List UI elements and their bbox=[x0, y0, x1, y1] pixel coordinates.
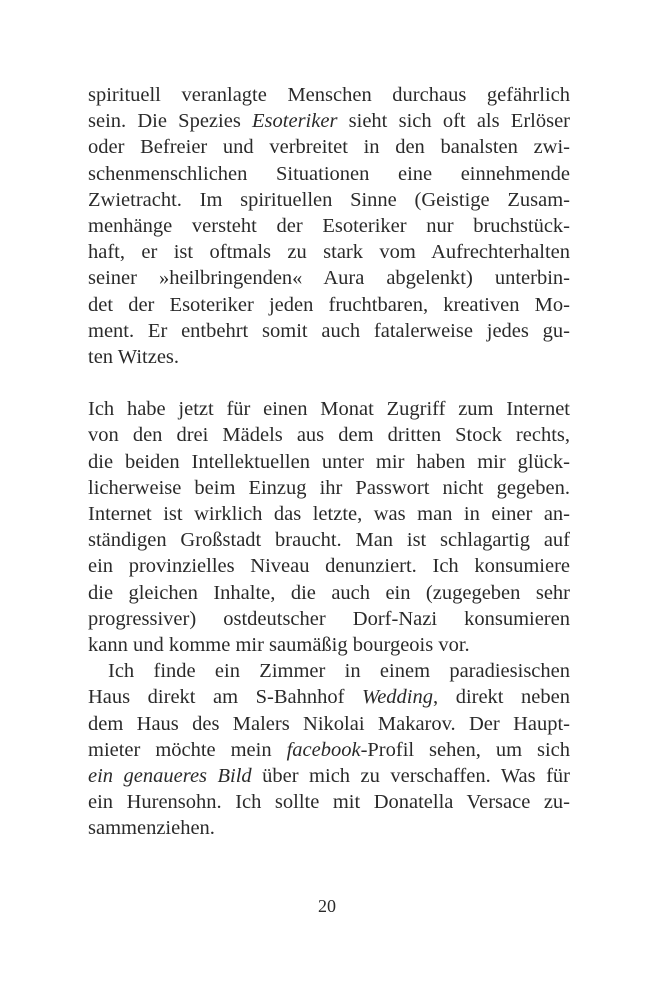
text-line bbox=[88, 239, 570, 265]
text-line bbox=[88, 344, 570, 370]
text-segment: ein Hurensohn. Ich sollte mit Donatella Versace zu- bbox=[88, 791, 570, 814]
text-segment: Internet ist wirklich das letzte, was man in einer an- bbox=[88, 503, 570, 525]
text-segment: det der Esoteriker jeden fruchtbaren, kreativen Mo- bbox=[88, 293, 570, 316]
body-text bbox=[88, 82, 570, 841]
text-line bbox=[88, 134, 570, 160]
text-line bbox=[88, 82, 570, 108]
text-segment: sieht sich oft als Erlöser bbox=[337, 110, 571, 133]
text-segment: von den drei Mädels aus dem dritten Stock rechts, bbox=[88, 424, 570, 447]
text-line bbox=[88, 475, 570, 501]
text-segment: sammenziehen. bbox=[88, 817, 215, 840]
text-segment: Ich habe jetzt für einen Monat Zugriff zum Internet bbox=[88, 398, 570, 421]
text-segment: Ich finde ein Zimmer in einem paradiesischen bbox=[108, 660, 570, 683]
paragraph-1 bbox=[88, 82, 570, 370]
text-segment: oder Befreier und verbreitet in den banalsten zwi- bbox=[88, 136, 570, 159]
text-line bbox=[88, 606, 570, 632]
text-segment: sein. Die Spezies bbox=[88, 110, 253, 133]
text-line bbox=[88, 318, 570, 344]
text-line bbox=[88, 684, 570, 710]
text-segment: licherweise beim Einzug ihr Passwort nicht gegeben. bbox=[88, 476, 570, 499]
italic-text: Wedding bbox=[362, 686, 434, 709]
text-line bbox=[88, 187, 570, 213]
text-line bbox=[88, 422, 570, 448]
page-number: 20 bbox=[318, 896, 336, 916]
text-line bbox=[88, 265, 570, 291]
text-segment: mieter möchte mein bbox=[88, 738, 287, 761]
text-line bbox=[88, 763, 570, 789]
text-line bbox=[88, 580, 570, 606]
text-segment: kann und komme mir saumäßig bourgeois vor. bbox=[88, 633, 470, 656]
text-line bbox=[88, 815, 570, 841]
text-line bbox=[88, 161, 570, 187]
text-segment: progressiver) ostdeutscher Dorf-Nazi konsumieren bbox=[88, 607, 570, 630]
text-segment: ment. Er entbehrt somit auch fatalerweise jedes gu- bbox=[88, 319, 570, 342]
text-line bbox=[88, 632, 570, 658]
text-segment: Haus direkt am S-Bahnhof bbox=[88, 686, 363, 709]
italic-text: facebook bbox=[286, 738, 361, 761]
text-segment: seiner »heilbringenden« Aura abgelenkt) unterbin- bbox=[88, 267, 570, 290]
text-line bbox=[88, 658, 570, 684]
text-line bbox=[88, 553, 570, 579]
text-segment: ständigen Großstadt braucht. Man ist schlagartig auf bbox=[88, 529, 570, 552]
text-line bbox=[88, 292, 570, 318]
text-segment: über mich zu verschaffen. Was für bbox=[251, 764, 570, 787]
text-line bbox=[88, 501, 570, 527]
text-line bbox=[88, 213, 570, 239]
text-line bbox=[88, 737, 570, 763]
text-segment: haft, er ist oftmals zu stark vom Aufrechterhalten bbox=[88, 241, 570, 264]
text-segment: ten Witzes. bbox=[88, 345, 180, 368]
text-segment: dem Haus des Malers Nikolai Makarov. Der Haupt- bbox=[88, 712, 570, 735]
text-segment: die beiden Intellektuellen unter mir haben mir glück- bbox=[88, 450, 570, 473]
text-segment: spirituell veranlagte Menschen durchaus gefährlich bbox=[88, 84, 570, 106]
text-segment: -Profil sehen, um sich bbox=[360, 738, 570, 761]
text-line bbox=[88, 527, 570, 553]
paragraph-gap bbox=[88, 370, 570, 396]
text-segment: die gleichen Inhalte, die auch ein (zugegeben sehr bbox=[88, 581, 570, 604]
text-line bbox=[88, 789, 570, 815]
text-segment: , direkt neben bbox=[433, 686, 570, 709]
paragraph-3 bbox=[88, 658, 570, 841]
paragraph-2 bbox=[88, 396, 570, 658]
italic-text: Esoteriker bbox=[252, 110, 338, 133]
text-segment: ein provinzielles Niveau denunziert. Ich konsumiere bbox=[88, 555, 570, 578]
text-segment: Zwietracht. Im spirituellen Sinne (Geistige Zusam- bbox=[88, 188, 570, 211]
text-line bbox=[88, 449, 570, 475]
text-line bbox=[88, 108, 570, 134]
text-segment: menhänge versteht der Esoteriker nur bruchstück- bbox=[88, 214, 570, 237]
text-line bbox=[88, 396, 570, 422]
text-line bbox=[88, 711, 570, 737]
italic-text: ein genaueres Bild bbox=[88, 764, 252, 787]
text-segment: schenmenschlichen Situationen eine einnehmende bbox=[88, 162, 570, 185]
